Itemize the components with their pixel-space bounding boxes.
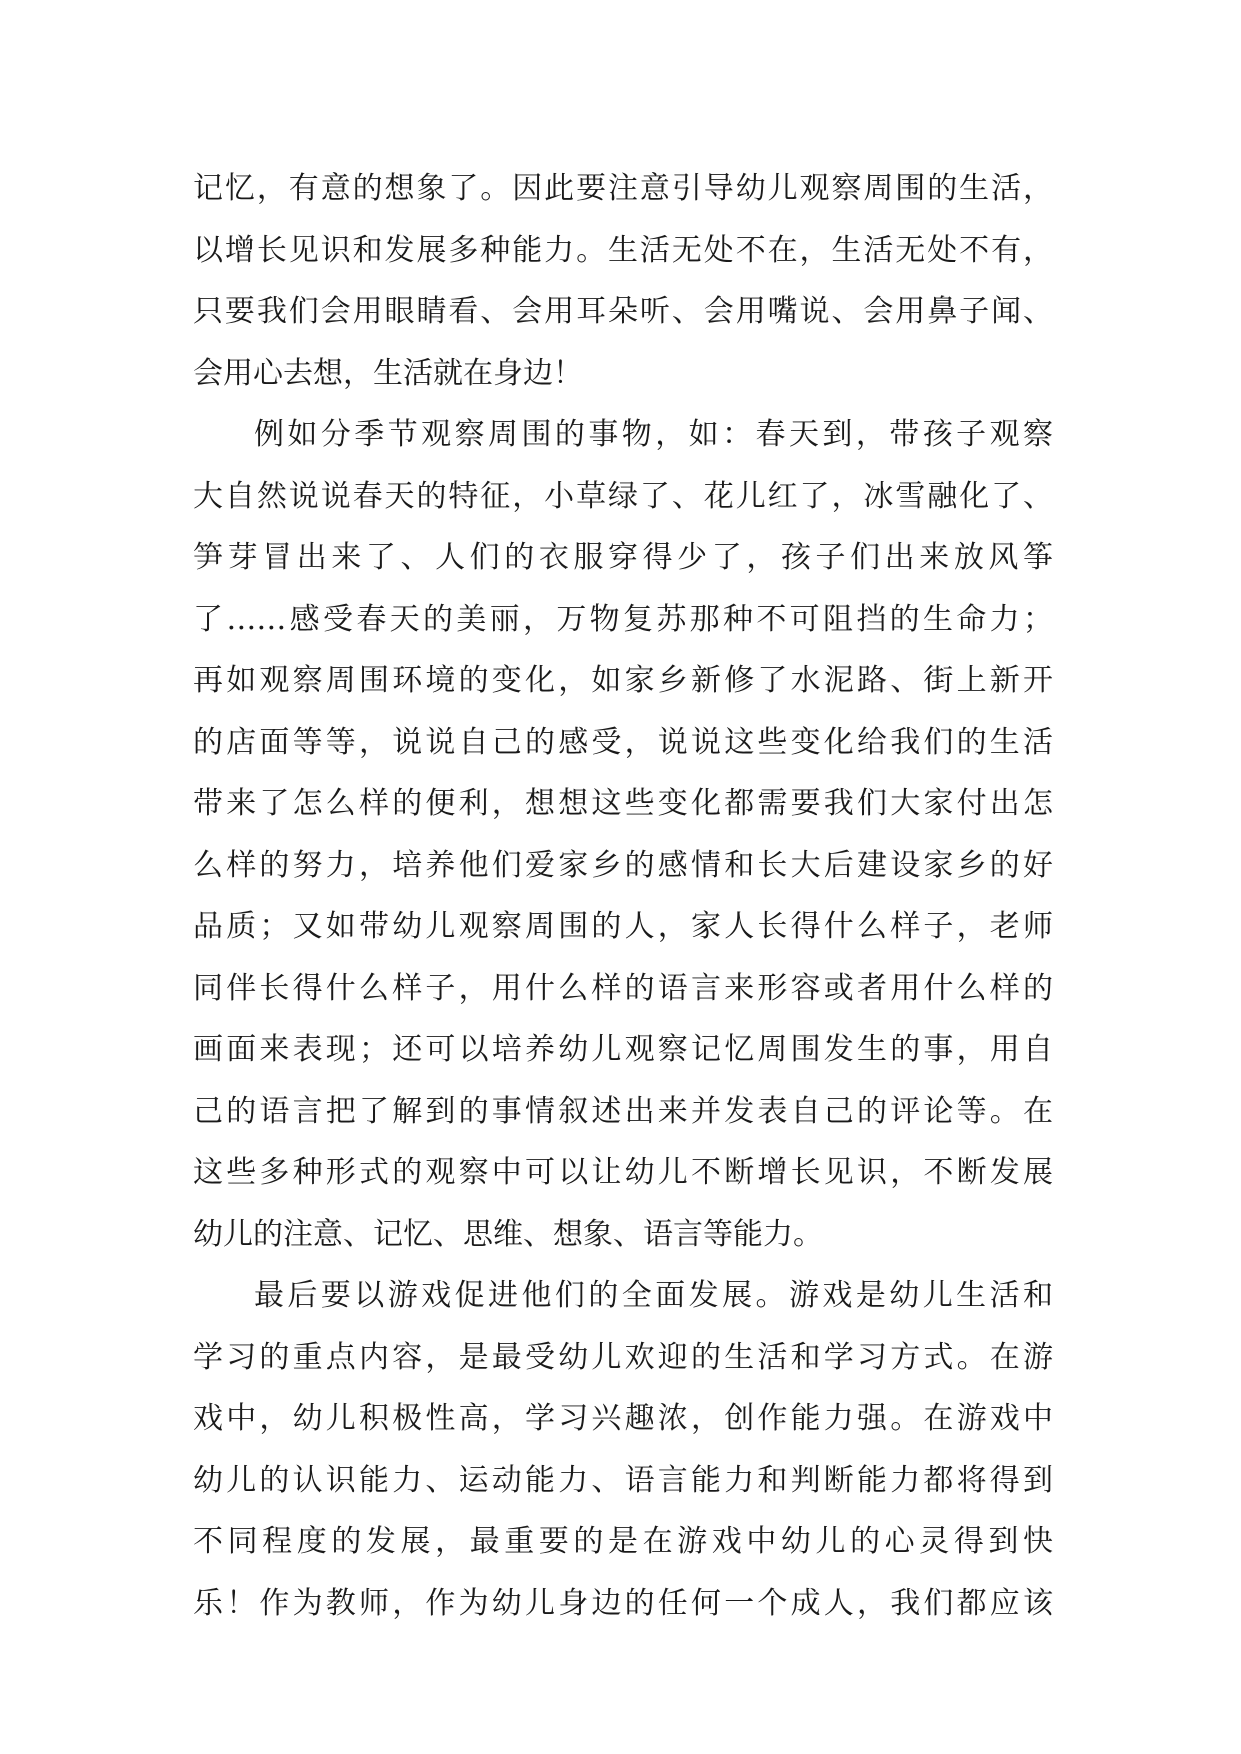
text-line: 最后要以游戏促进他们的全面发展。游戏是幼儿生活和 bbox=[254, 1278, 1053, 1313]
body-text bbox=[193, 158, 1053, 1634]
text-line: 了……感受春天的美丽，万物复苏那种不可阻挡的生命力； bbox=[193, 601, 1053, 637]
text-line: 不同程度的发展，最重要的是在游戏中幼儿的心灵得到快 bbox=[193, 1524, 1053, 1559]
text-line: 会用心去想，生活就在身边！ bbox=[193, 355, 583, 391]
text-line: 同伴长得什么样子，用什么样的语言来形容或者用什么样的 bbox=[193, 970, 1053, 1006]
text-line: 大自然说说春天的特征，小草绿了、花儿红了，冰雪融化了、 bbox=[193, 478, 1053, 514]
text-line: 画面来表现；还可以培养幼儿观察记忆周围发生的事，用自 bbox=[193, 1032, 1053, 1067]
text-line: 以增长见识和发展多种能力。生活无处不在，生活无处不有， bbox=[193, 232, 1053, 268]
text-line: 么样的努力，培养他们爱家乡的感情和长大后建设家乡的好 bbox=[193, 847, 1053, 883]
text-line: 记忆，有意的想象了。因此要注意引导幼儿观察周围的生活， bbox=[193, 171, 1053, 206]
text-line: 笋芽冒出来了、人们的衣服穿得少了，孩子们出来放风筝 bbox=[193, 540, 1053, 575]
text-line: 幼儿的认识能力、运动能力、语言能力和判断能力都将得到 bbox=[193, 1462, 1053, 1498]
text-line: 学习的重点内容，是最受幼儿欢迎的生活和学习方式。在游 bbox=[193, 1339, 1053, 1375]
text-line: 乐！作为教师，作为幼儿身边的任何一个成人，我们都应该 bbox=[193, 1585, 1053, 1621]
text-line: 戏中，幼儿积极性高，学习兴趣浓，创作能力强。在游戏中 bbox=[193, 1401, 1053, 1436]
text-line: 例如分季节观察周围的事物，如：春天到，带孩子观察 bbox=[254, 417, 1053, 452]
text-line: 品质；又如带幼儿观察周围的人，家人长得什么样子，老师 bbox=[193, 909, 1053, 944]
text-line: 幼儿的注意、记忆、思维、想象、语言等能力。 bbox=[193, 1216, 823, 1252]
text-line: 带来了怎么样的便利，想想这些变化都需要我们大家付出怎 bbox=[193, 786, 1053, 821]
text-line: 己的语言把了解到的事情叙述出来并发表自己的评论等。在 bbox=[193, 1093, 1053, 1129]
text-line: 这些多种形式的观察中可以让幼儿不断增长见识，不断发展 bbox=[193, 1155, 1053, 1190]
text-line: 再如观察周围环境的变化，如家乡新修了水泥路、街上新开 bbox=[193, 663, 1053, 698]
text-line: 只要我们会用眼睛看、会用耳朵听、会用嘴说、会用鼻子闻、 bbox=[193, 294, 1053, 329]
text-line: 的店面等等，说说自己的感受，说说这些变化给我们的生活 bbox=[193, 724, 1053, 760]
